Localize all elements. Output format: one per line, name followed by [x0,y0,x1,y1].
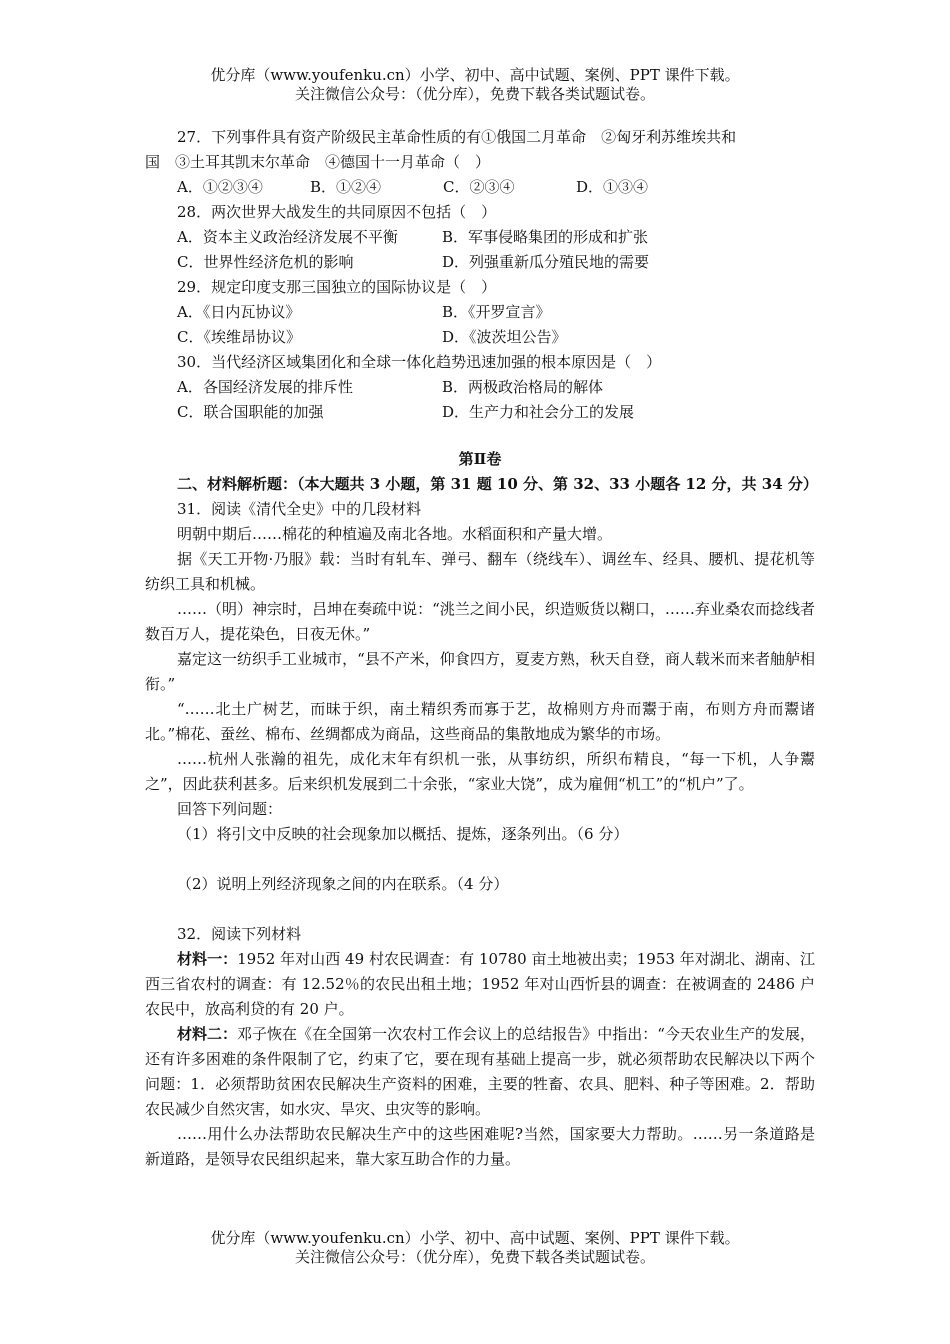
answer-space [145,897,815,922]
q31-subquestion-1: （1）将引文中反映的社会现象加以概括、提炼，逐条列出。（6 分） [177,825,629,843]
q27-option-c: C．②③④ [443,178,515,196]
q29-option-d: D．《波茨坦公告》 [442,328,567,346]
q27-option-b: B．①②④ [310,178,382,196]
q29-option-b: B．《开罗宣言》 [442,303,551,321]
footer-line-2: 关注微信公众号：（优分库），免费下载各类试题试卷。 [294,1248,655,1266]
q32-material-2-continued: ……用什么办法帮助农民解决生产中的这些困难呢?当然，国家要大力帮助。……另一条道路是新道路，是领导农民组织起来，靠大家互助合作的力量。 [145,1125,815,1168]
answer-space [145,847,815,872]
q29-option-c: C．《埃维昂协议》 [177,328,301,346]
q27-option-d: D．①③④ [576,178,649,196]
q31-paragraph-5: “……北土广树艺，而昧于织，南土精织秀而寡于艺，故棉则方舟而鬻于南，布则方舟而鬻诸北。”棉花、蚕丝、棉布、丝绸都成为商品，这些商品的集散地成为繁华的市场。 [145,700,815,743]
header-line-1: 优分库（www.youfenku.cn）小学、初中、高中试题、案例、PPT 课件下载。 [210,66,740,84]
q28-option-a: A．资本主义政治经济发展不平衡 [177,228,398,246]
q31-subquestion-2: （2）说明上列经济现象之间的内在联系。（4 分） [177,875,509,893]
q30-option-d: D．生产力和社会分工的发展 [442,403,635,421]
q31-stem: 31．阅读《清代全史》中的几段材料 [177,500,422,518]
q32-material-1 [145,947,815,1022]
q32-material-2-label: 材料二： [177,1025,238,1043]
q28-stem: 28．两次世界大战发生的共同原因不包括（ ） [177,203,497,221]
q28-option-c: C．世界性经济危机的影响 [177,253,354,271]
q28-options-row2 [145,250,815,275]
page-footer [0,1229,950,1267]
q30-stem: 30．当代经济区域集团化和全球一体化趋势迅速加强的根本原因是（ ） [177,353,662,371]
q30-option-b: B．两极政治格局的解体 [442,378,604,396]
q28-options-row1 [145,225,815,250]
q29-options-row1 [145,300,815,325]
q31-prompt: 回答下列问题： [177,800,283,818]
q30-options-row2 [145,400,815,425]
q29-option-a: A．《日内瓦协议》 [177,303,301,321]
q29-options-row2 [145,325,815,350]
q32-material-2 [145,1022,815,1122]
q27-option-a: A．①②③④ [177,178,263,196]
section-title: 第Ⅱ卷 [458,450,502,468]
section-heading: 二、材料解析题：（本大题共 3 小题，第 31 题 10 分、第 32、33 小题各 12 分，共 34 分） [177,475,818,493]
footer-line-1: 优分库（www.youfenku.cn）小学、初中、高中试题、案例、PPT 课件下载。 [210,1229,740,1247]
q31-paragraph-6: ……杭州人张瀚的祖先，成化末年有织机一张，从事纺织，所织布精良，“每一下机，人争鬻之”，因此获利甚多。后来织机发展到二十余张，“家业大饶”，成为雇佣“机工”的“机户”了。 [145,750,815,793]
q32-stem: 32．阅读下列材料 [177,925,302,943]
q31-paragraph-3: ……（明）神宗时，吕坤在奏疏中说：“洮兰之间小民，织造贩货以糊口，……弃业桑农而捻线者数百万人，提花染色，日夜无休。” [145,600,815,643]
q27-options [145,175,815,200]
q28-option-d: D．列强重新瓜分殖民地的需要 [442,253,650,271]
q27-stem-line1: 27．下列事件具有资产阶级民主革命性质的有①俄国二月革命 ②匈牙利苏维埃共和 [177,128,737,146]
q28-option-b: B．军事侵略集团的形成和扩张 [442,228,649,246]
q30-options-row1 [145,375,815,400]
q30-option-c: C．联合国职能的加强 [177,403,324,421]
q27-stem-line2: 国 ③土耳其凯末尔革命 ④德国十一月革命（ ） [145,153,491,171]
header-line-2: 关注微信公众号：（优分库），免费下载各类试题试卷。 [294,85,655,103]
q32-material-1-text: 1952 年对山西 49 村农民调查：有 10780 亩土地被出卖；1953 年对湖北、湖南、江西三省农村的调查：有 12.52％的农民出租土地；1952 年对山西忻县的调查：在被调查的 2486 户农民中，放高利贷的有 20 户。 [145,950,815,1018]
q31-paragraph-1: 明朝中期后……棉花的种植遍及南北各地。水稻面积和产量大增。 [177,525,613,543]
q31-paragraph-2: 据《天工开物·乃服》载：当时有轧车、弹弓、翻车（绕线车）、调丝车、经具、腰机、提花机等纺织工具和机械。 [145,550,815,593]
q31-paragraph-4: 嘉定这一纺织手工业城市，“县不产米，仰食四方，夏麦方熟，秋天自登，商人载米而来者舳舻相衔。” [145,650,815,693]
page-content [145,125,818,1172]
page-header [0,66,950,104]
q32-material-2-text: 邓子恢在《在全国第一次农村工作会议上的总结报告》中指出：“今天农业生产的发展，还有许多困难的条件限制了它，约束了它，要在现有基础上提高一步，就必须帮助农民解决以下两个问题：1．必须帮助贫困农民解决生产资料的困难，主要的牲畜、农具、肥料、种子等困难。2．帮助农民减少自然灾害，如水灾、旱灾、虫灾等的影响。 [145,1025,815,1118]
q32-material-1-label: 材料一： [177,950,238,968]
q30-option-a: A．各国经济发展的排斥性 [177,378,353,396]
q29-stem: 29．规定印度支那三国独立的国际协议是（ ） [177,278,497,296]
